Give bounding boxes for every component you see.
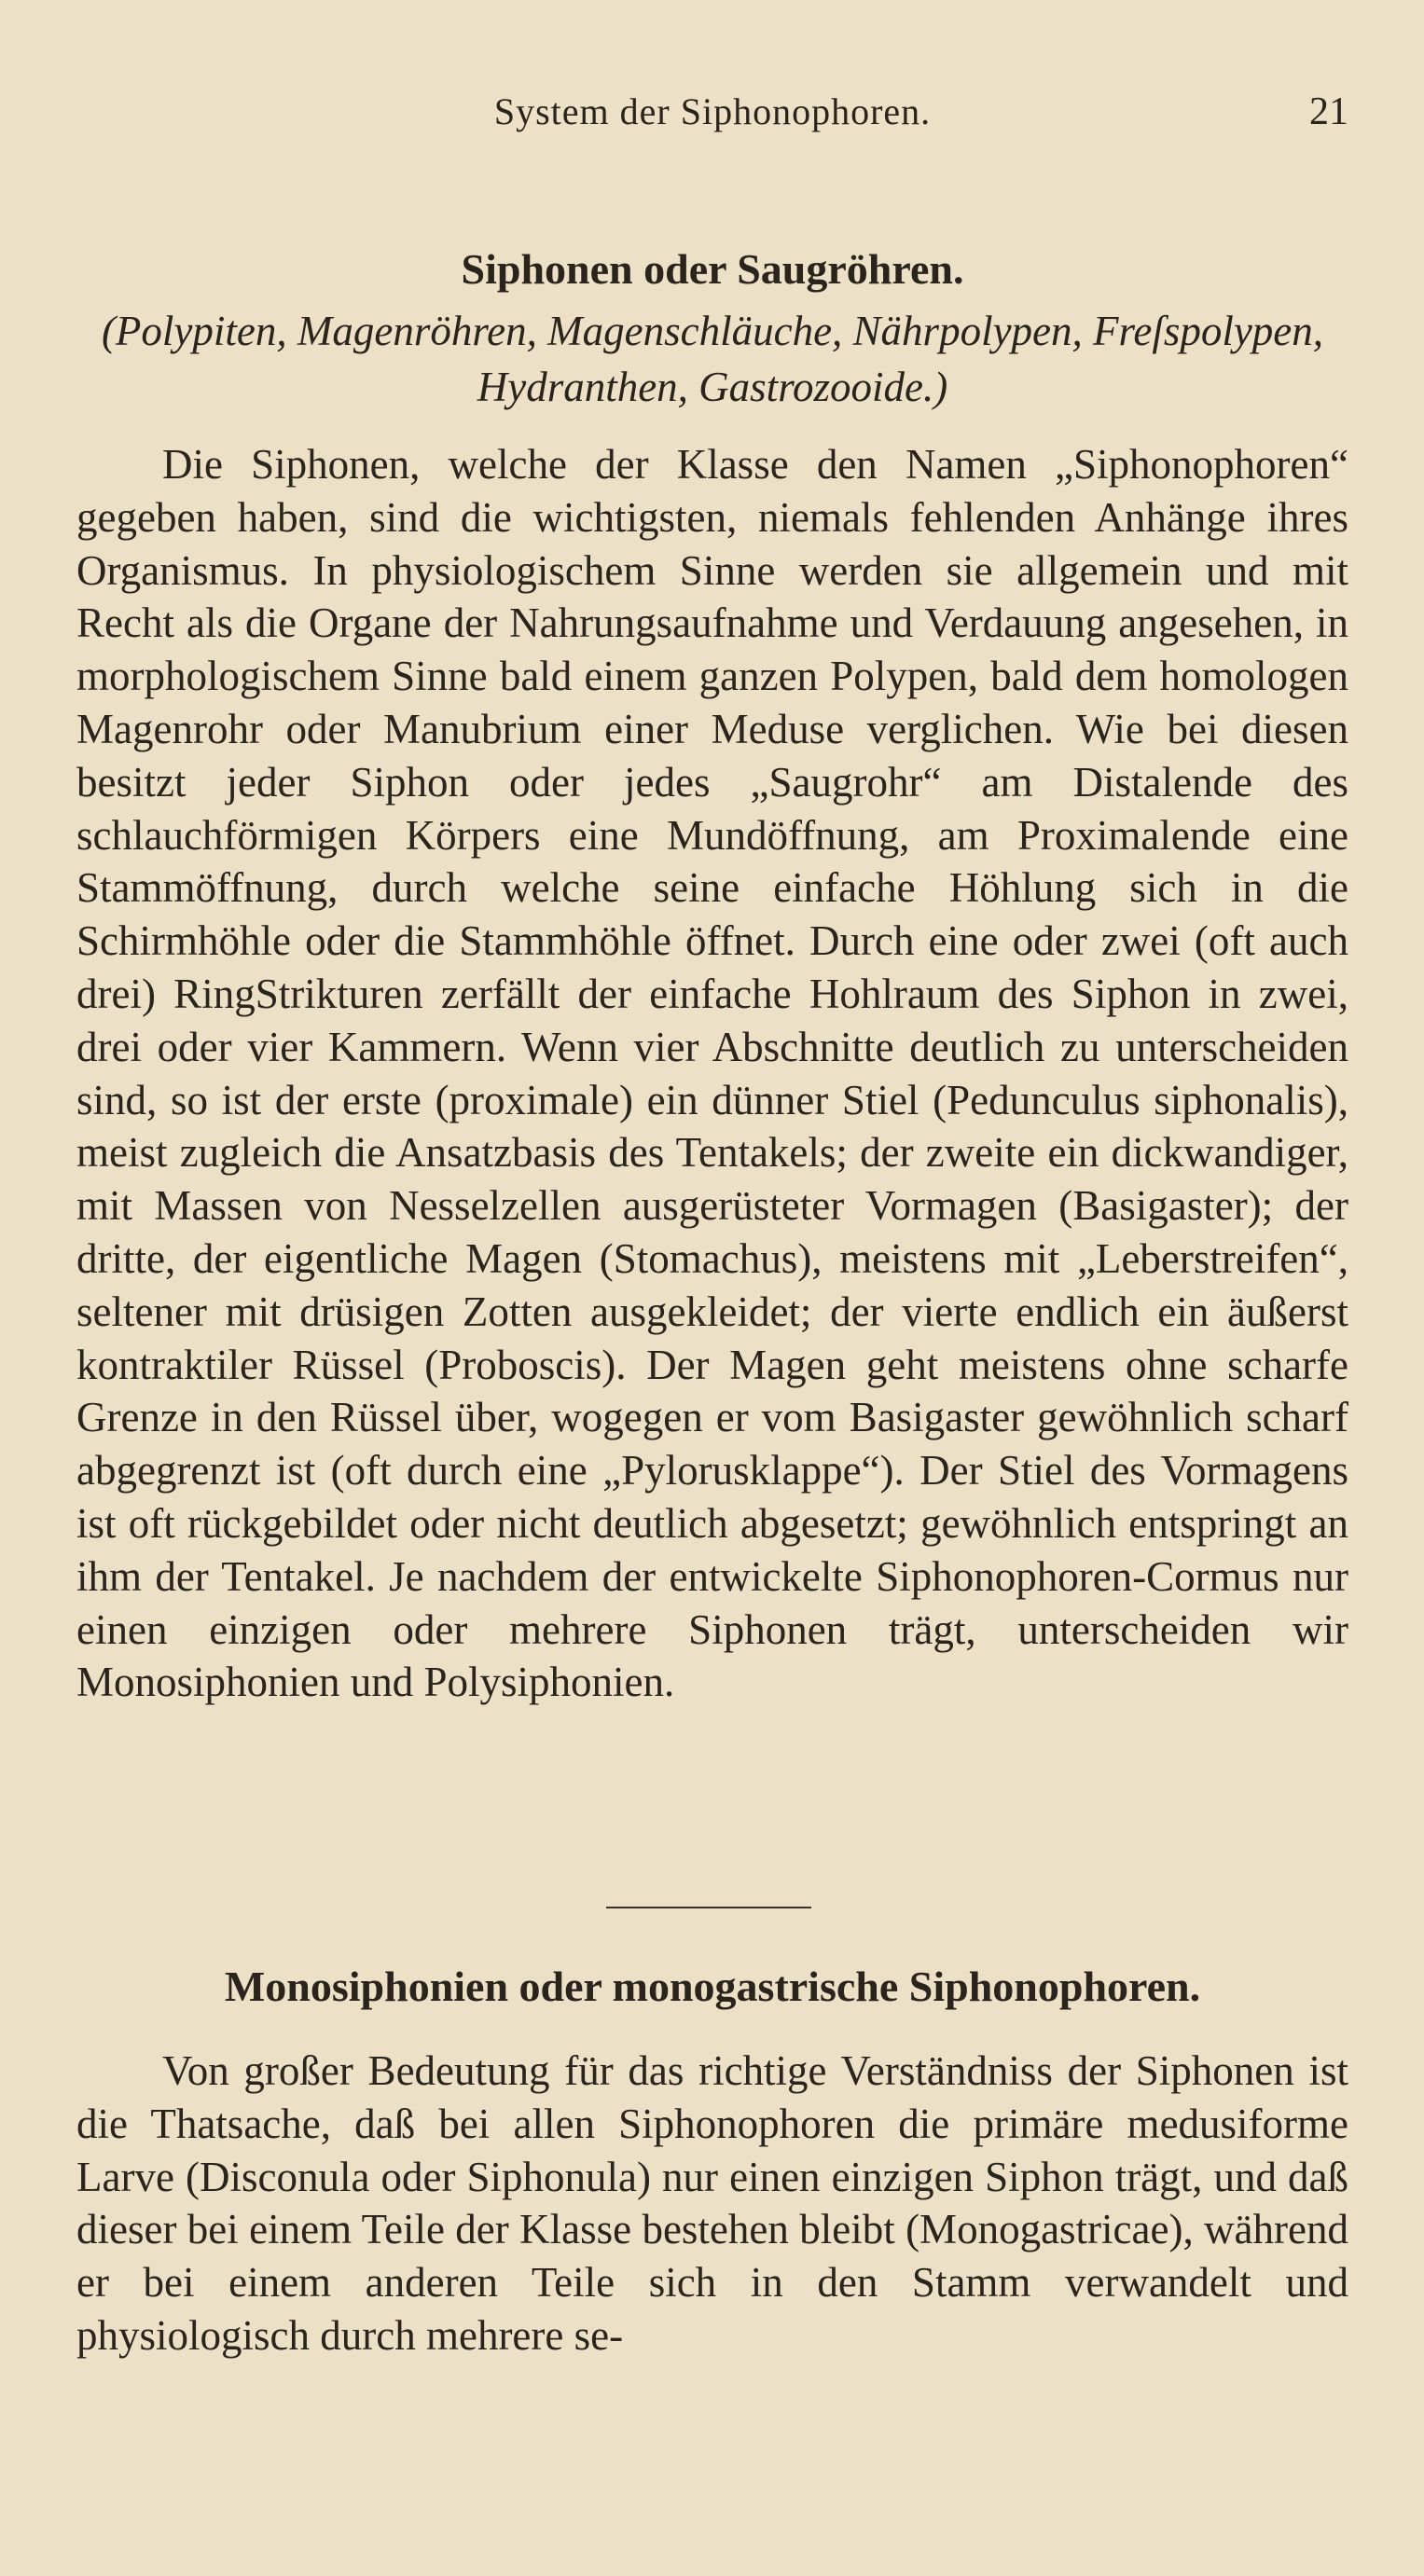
section-title: Siphonen oder Saugröhren. <box>461 245 964 293</box>
section-siphonen <box>76 244 1348 415</box>
page-header <box>76 90 1348 145</box>
running-title: System der Siphonophoren. <box>493 90 932 132</box>
section-title: Monosiphonien oder monogastrische Siphonophoren. <box>224 1963 1201 2010</box>
body-paragraph: Von großer Bedeutung für das richtige Verständniss der Siphonen ist die Thatsache, daß bei allen Siphonophoren die primäre medusiforme Larve (Disconula oder Siphonula) nur einen einzigen Siphon trägt, und daß dieser bei einem Teile der Klasse bestehen bleibt (Monogastricae), während er bei einem anderen Teile sich in den Stamm verwandelt und physiologisch durch mehrere se- <box>76 2047 1348 2359</box>
body-paragraph: Die Siphonen, welche der Klasse den Namen „Siphonophoren“ gegeben haben, sind die wichtigsten, niemals fehlenden Anhänge ihres Organismus. In physiologischem Sinne werden sie allgemein und mit Recht als die Organe der Nahrungsaufnahme und Verdauung angesehen, in morphologischem Sinne bald einem ganzen Polypen, bald dem homologen Magenrohr oder Manubrium einer Meduse verglichen. Wie bei diesen besitzt jeder Siphon oder jedes „Saugrohr“ am Distalende des schlauchförmigen Körpers eine Mundöffnung, am Proximalende eine Stammöffnung, durch welche seine einfache Höhlung sich in die Schirmhöhle oder die Stammhöhle öffnet. Durch eine oder zwei (oft auch drei) RingStrikturen zerfällt der einfache Hohlraum des Siphon in zwei, drei oder vier Kammern. Wenn vier Abschnitte deutlich zu unterscheiden sind, so ist der erste (proximale) ein dünner Stiel (Pedunculus siphonalis), meist zugleich die Ansatzbasis des Tentakels; der zweite ein dickwandiger, mit Massen von Nesselzellen ausgerüsteter Vormagen (Basigaster); der dritte, der eigentliche Magen (Stomachus), meistens mit „Leberstreifen“, seltener mit drüsigen Zotten ausgekleidet; der vierte endlich ein äußerst kontraktiler Rüssel (Proboscis). Der Magen geht meistens ohne scharfe Grenze in den Rüssel über, wogegen er vom Basigaster gewöhnlich scharf abgegrenzt ist (oft durch eine „Pylorusklappe“). Der Stiel des Vormagens ist oft rückgebildet oder nicht deutlich abgesetzt; gewöhnlich entspringt an ihm der Tentakel. Je nachdem der entwickelte Siphonophoren-Cormus nur einen einzigen oder mehrere Siphonen trägt, unterscheiden wir Monosiphonien und Polysiphonien. <box>76 441 1348 1706</box>
page-number: 21 <box>1309 90 1348 133</box>
section-monosiphonien-body <box>76 2045 1348 2362</box>
section-divider <box>606 1907 811 1908</box>
section-subtitle: (Polypiten, Magenröhren, Magenschläuche, Nährpolypen, Freſspolypen, Hydranthen, Gastrozooide.) <box>101 308 1324 410</box>
section-monosiphonien <box>76 1962 1348 2011</box>
section-siphonen-body <box>76 438 1348 1709</box>
